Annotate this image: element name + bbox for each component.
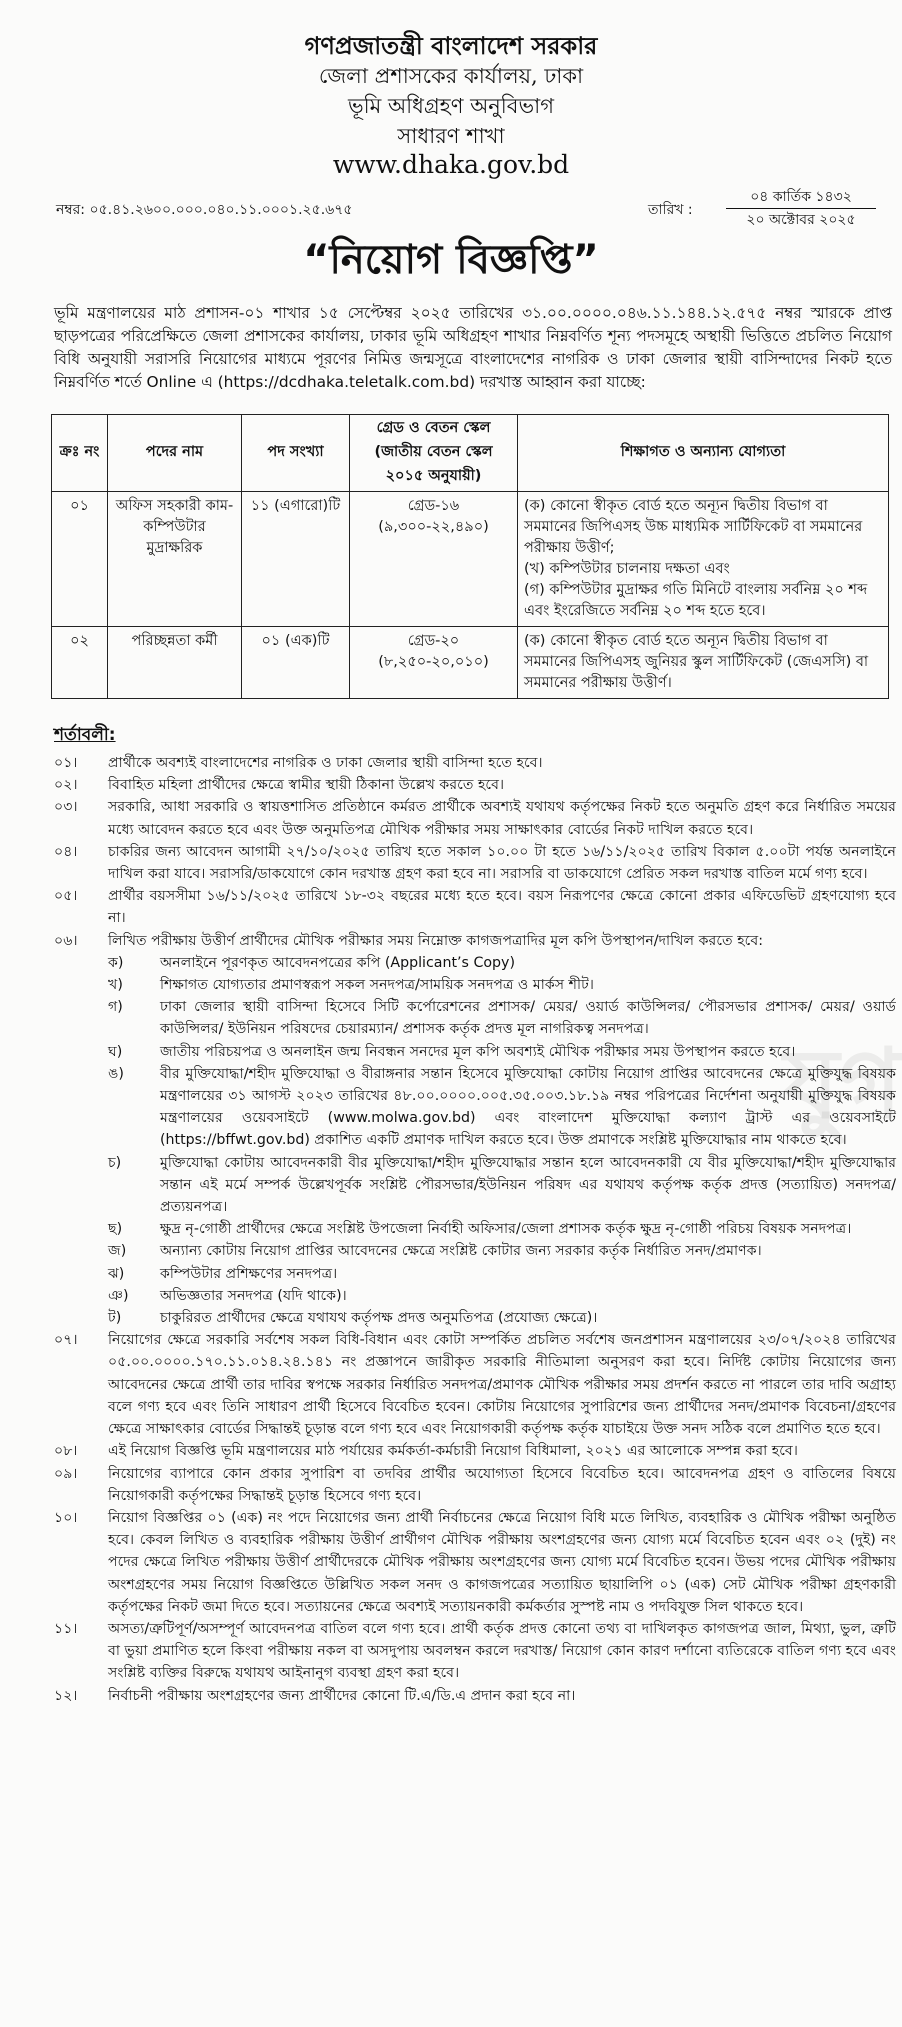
subcondition-item xyxy=(108,1263,896,1285)
row-post-name: পরিচ্ছন্নতা কর্মী xyxy=(108,627,242,699)
subcondition-item xyxy=(108,952,896,974)
condition-text: নিয়োগের ব্যাপারে কোন প্রকার সুপারিশ বা তদবির প্রার্থীর অযোগ্যতা হিসেবে বিবেচিত হবে। আবেদনপত্র গ্রহণ ও বাতিলের বিষয়ে নিয়োগকারী কর্তৃপক্ষের সিদ্ধান্তই চূড়ান্ত হিসেবে গণ্য হবে। xyxy=(108,1465,896,1504)
table-row xyxy=(52,492,889,627)
condition-item xyxy=(54,1507,896,1618)
subcondition-item xyxy=(108,974,896,996)
qual-item: (গ) কম্পিউটার মুদ্রাক্ষর গতি মিনিটে বাংলায় সর্বনিম্ন ২০ শব্দ এবং ইংরেজিতে সর্বনিম্ন ২০ শব্দ হতে হবে। xyxy=(524,582,868,619)
division-name: ভূমি অধিগ্রহণ অনুবিভাগ xyxy=(347,94,554,118)
row-post-name: অফিস সহকারী কাম-কম্পিউটার মুদ্রাক্ষরিক xyxy=(108,492,242,627)
condition-number: ০৪। xyxy=(54,843,78,860)
condition-item xyxy=(54,1685,896,1707)
condition-number: ০৫। xyxy=(54,888,78,905)
row-qualification xyxy=(518,627,889,699)
qual-item: (খ) কম্পিউটার চালনায় দক্ষতা এবং xyxy=(524,561,730,577)
row-grade: গ্রেড-২০ xyxy=(407,633,460,649)
condition-item xyxy=(54,1618,896,1685)
condition-number: ০১। xyxy=(54,755,78,771)
subcondition-text: বীর মুক্তিযোদ্ধা/শহীদ মুক্তিযোদ্ধা ও বীরাঙ্গনার সন্তান হিসেবে মুক্তিযোদ্ধা কোটায় নিয়োগ প্রাপ্তির আবেদনের ক্ষেত্রে মুক্তিযুদ্ধ বিষয়ক মন্ত্রণালয়ের ৩১ আগস্ট ২০২৩ তারিখের ৪৮.০০.০০০০.০০৫.৩৫.০০৩.১৮.১৯ নম্বর পরিপত্রের নির্দেশনা অনুযায়ী মুক্তিযুদ্ধ বিষয়ক মন্ত্রণালয়ের ওয়েবসাইটে (www.molwa.gov.bd) এবং বাংলাদেশ মুক্তিযোদ্ধা কল্যাণ ট্রাস্ট এর ওয়েবসাইটে (https://bffwt.gov.bd) প্রকাশিত একটি প্রমাণক দাখিল করতে হবে। উক্ত প্রমাণকে সংশ্লিষ্ট মুক্তিযোদ্ধার নাম থাকতে হবে। xyxy=(160,1065,896,1149)
row-grade-scale xyxy=(350,492,518,627)
subcondition-text: চাকুরিরত প্রার্থীদের ক্ষেত্রে যথাযথ কর্তৃপক্ষ প্রদত্ত অনুমতিপত্র (প্রযোজ্য ক্ষেত্রে)। xyxy=(160,1310,598,1327)
subcondition-item xyxy=(108,1063,896,1152)
row-scale: (৮,২৫০-২০,০১০) xyxy=(378,654,489,670)
subcondition-letter: গ) xyxy=(108,999,123,1016)
condition-number: ০২। xyxy=(54,777,78,794)
condition-number: ১২। xyxy=(54,1687,78,1704)
date-english: ২০ অক্টোবর ২০২৫ xyxy=(746,212,856,228)
row-grade-scale xyxy=(350,627,518,699)
subcondition-text: ঢাকা জেলার স্থায়ী বাসিন্দা হিসেবে সিটি কর্পোরেশনের প্রশাসক/ মেয়র/ ওয়ার্ড কাউন্সিলর/ পৌরসভার প্রশাসক/ মেয়র/ ওয়ার্ড কাউন্সিলর/ ইউনিয়ন পরিষদের চেয়ারম্যান/ প্রশাসক কর্তৃক প্রদত্ত মূল নাগরিকত্ব সনদপত্র। xyxy=(160,999,896,1038)
qual-item: (ক) কোনো স্বীকৃত বোর্ড হতে অন্যূন দ্বিতীয় বিভাগ বা সমমানের জিপিএসহ উচ্চ মাধ্যমিক সার্টিফিকেট বা সমমানের পরীক্ষায় উত্তীর্ণ; xyxy=(524,498,863,556)
condition-text: অসত্য/ত্রুটিপূর্ণ/অসম্পূর্ণ আবেদনপত্র বাতিল বলে গণ্য হবে। প্রার্থী কর্তৃক প্রদত্ত কোনো তথ্য বা দাখিলকৃত কাগজপত্র জাল, মিথ্যা, ভুল, ত্রুটি বা ভুয়া প্রমাণিত হলে কিংবা পরীক্ষায় নকল বা অসদুপায় অবলম্বন করলে দরখাস্ত/ নিয়োগ কোন কারণ দর্শানো ব্যতিরেকে বাতিল গণ্য হবে এবং সংশ্লিষ্ট ব্যক্তির বিরুদ্ধে যথাযথ আইনানুগ ব্যবস্থা গ্রহণ করা হবে। xyxy=(108,1620,896,1682)
office-name: জেলা প্রশাসকের কার্যালয়, ঢাকা xyxy=(318,64,584,88)
condition-item xyxy=(54,752,896,774)
condition-number: ০৮। xyxy=(54,1443,78,1460)
col-post-count: পদ সংখ্যা xyxy=(242,415,350,492)
subcondition-letter: ঞ) xyxy=(108,1287,129,1304)
row-grade: গ্রেড-১৬ xyxy=(407,498,460,514)
row-post-count: ০১ (এক)টি xyxy=(242,627,350,699)
intro-paragraph: ভূমি মন্ত্রণালয়ের মাঠ প্রশাসন-০১ শাখার ১৫ সেপ্টেম্বর ২০২৫ তারিখের ৩১.০০.০০০০.০৪৬.১১.১৪৪.১২.৫৭৫ নম্বর স্মারকে প্রাপ্ত ছাড়পত্রের পরিপ্রেক্ষিতে জেলা প্রশাসকের কার্যালয়, ঢাকার ভূমি অধিগ্রহণ শাখার নিম্নবর্ণিত শূন্য পদসমূহে অস্থায়ী ভিত্তিতে প্রচলিত নিয়োগ বিধি অনুযায়ী সরাসরি নিয়োগের মাধ্যমে পূরণের নিমিত্ত জন্মসূত্রে বাংলাদেশের নাগরিক ও ঢাকা জেলার স্থায়ী বাসিন্দাদের নিকট হতে নিম্নবর্ণিত শর্তে Online এ (https://dcdhaka.teletalk.com.bd) দরখাস্ত আহ্বান করা যাচ্ছে: xyxy=(54,304,892,391)
condition-item xyxy=(54,774,896,796)
condition-text: নির্বাচনী পরীক্ষায় অংশগ্রহণের জন্য প্রার্থীদের কোনো টি.এ/ডি.এ প্রদান করা হবে না। xyxy=(108,1687,576,1704)
condition-text: এই নিয়োগ বিজ্ঞপ্তি ভূমি মন্ত্রণালয়ের মাঠ পর্যায়ের কর্মকর্তা-কর্মচারী নিয়োগ বিধিমালা, ২০২১ এর আলোকে সম্পন্ন করা হবে। xyxy=(108,1443,798,1460)
condition-text: নিয়োগ বিজ্ঞপ্তির ০১ (এক) নং পদে নিয়োগের জন্য প্রার্থী নির্বাচনের ক্ষেত্রে নিয়োগ বিধি মতে লিখিত, ব্যবহারিক ও মৌখিক পরীক্ষা অনুষ্ঠিত হবে। কেবল লিখিত ও ব্যবহারিক পরীক্ষায় উত্তীর্ণ প্রার্থীগণ মৌখিক পরীক্ষায় অংশগ্রহণের জন্য যোগ্য মর্মে বিবেচিত হবেন এবং ০২ (দুই) নং পদের ক্ষেত্রে লিখিত পরীক্ষায় উত্তীর্ণ প্রার্থীদেরকে মৌখিক পরীক্ষায় অংশগ্রহণের জন্য যোগ্য মর্মে বিবেচিত হবেন। উভয় পদের মৌখিক পরীক্ষায় অংশগ্রহণের সময় নিয়োগ বিজ্ঞপ্তিতে উল্লিখিত সকল সনদ ও কাগজপত্রের সত্যায়িত ছায়ালিপি ০১ (এক) সেট মৌখিক পরীক্ষা গ্রহণকারী কর্তৃপক্ষের নিকট জমা দিতে হবে। সত্যায়নের ক্ষেত্রে অবশ্যই সত্যায়নকারী কর্মকর্তার সুস্পষ্ট নাম ও পদবিযুক্ত সিল থাকতে হবে। xyxy=(108,1509,897,1615)
condition-item xyxy=(54,885,896,929)
notice-title: “নিয়োগ বিজ্ঞপ্তি” xyxy=(303,237,599,283)
table-row xyxy=(52,627,889,699)
date-block xyxy=(726,186,876,231)
col-qualification: শিক্ষাগত ও অন্যান্য যোগ্যতা xyxy=(518,415,889,492)
condition-item xyxy=(54,930,896,952)
subcondition-text: কম্পিউটার প্রশিক্ষণের সনদপত্র। xyxy=(160,1265,338,1282)
subcondition-letter: চ) xyxy=(108,1154,122,1171)
subcondition-letter: ছ) xyxy=(108,1221,123,1238)
condition-number: ১১। xyxy=(54,1620,78,1637)
subcondition-letter: ঙ) xyxy=(108,1065,124,1082)
condition-item xyxy=(54,796,896,840)
condition-number: ০৯। xyxy=(54,1465,78,1482)
memo-number: নম্বর: ০৫.৪১.২৬০০.০০০.০৪০.১১.০০০১.২৫.৬৭৫ xyxy=(56,202,353,218)
row-qualification xyxy=(518,492,889,627)
conditions-list xyxy=(54,752,896,1707)
website-link[interactable]: www.dhaka.gov.bd xyxy=(332,150,570,179)
condition-text: প্রার্থীকে অবশ্যই বাংলাদেশের নাগরিক ও ঢাকা জেলার স্থায়ী বাসিন্দা হতে হবে। xyxy=(108,755,543,771)
row-scale: (৯,৩০০-২২,৪৯০) xyxy=(378,519,489,535)
subcondition-item xyxy=(108,1152,896,1219)
row-serial: ০২ xyxy=(52,627,108,699)
condition-item xyxy=(54,1329,896,1440)
condition-text: লিখিত পরীক্ষায় উত্তীর্ণ প্রার্থীদের মৌখিক পরীক্ষার সময় নিম্নোক্ত কাগজপত্রাদির মূল কপি উপস্থাপন/দাখিল করতে হবে: xyxy=(108,932,764,949)
subcondition-item xyxy=(108,996,896,1040)
subcondition-text: জাতীয় পরিচয়পত্র ও অনলাইন জন্ম নিবন্ধন সনদের মূল কপি অবশ্যই মৌখিক পরীক্ষার সময় উপস্থাপন করতে হবে। xyxy=(160,1043,796,1060)
subcondition-text: শিক্ষাগত যোগ্যতার প্রমাণস্বরূপ সকল সনদপত্র/সাময়িক সনদপত্র ও মার্কস শীট। xyxy=(160,977,594,994)
subcondition-text: ক্ষুদ্র নৃ-গোষ্ঠী প্রার্থীদের ক্ষেত্রে সংশ্লিষ্ট উপজেলা নির্বাহী অফিসার/জেলা প্রশাসক কর্তৃক ক্ষুদ্র নৃ-গোষ্ঠী পরিচয় বিষয়ক সনদপত্র। xyxy=(160,1221,852,1238)
subcondition-letter: ট) xyxy=(108,1310,122,1327)
subcondition-text: অভিজ্ঞতার সনদপত্র (যদি থাকে)। xyxy=(160,1287,347,1304)
condition-item xyxy=(54,1463,896,1507)
date-label: তারিখ : xyxy=(648,202,693,218)
condition-text: প্রার্থীর বয়সসীমা ১৬/১১/২০২৫ তারিখে ১৮-৩২ বছরের মধ্যে হতে হবে। বয়স নিরূপণের ক্ষেত্রে কোনো প্রকার এফিডেভিট গ্রহণযোগ্য হবে না। xyxy=(108,888,896,927)
row-serial: ০১ xyxy=(52,492,108,627)
section-name: সাধারণ শাখা xyxy=(397,124,505,148)
subcondition-item xyxy=(108,1307,896,1329)
subcondition-letter: ঝ) xyxy=(108,1265,125,1282)
subcondition-text: অন্যান্য কোটায় নিয়োগ প্রাপ্তির আবেদনের ক্ষেত্রে সংশ্লিষ্ট কোটার জন্য সরকার কর্তৃক নির্ধারিত সনদ/প্রমাণক। xyxy=(160,1243,762,1260)
date-bangla: ০৪ কার্তিক ১৪৩২ xyxy=(726,186,876,209)
subcondition-text: মুক্তিযোদ্ধা কোটায় আবেদনকারী বীর মুক্তিযোদ্ধা/শহীদ মুক্তিযোদ্ধার সন্তান হলে আবেদনকারী যে বীর মুক্তিযোদ্ধা/শহীদ মুক্তিযোদ্ধার সন্তান এই মর্মে সম্পর্ক উল্লেখপূর্বক সংশ্লিষ্ট পৌরসভার/ইউনিয়ন পরিষদ এর যথাযথ কর্তৃপক্ষ কর্তৃক প্রদত্ত (সত্যায়িত) সনদপত্র/প্রত্যয়নপত্র। xyxy=(160,1154,896,1216)
condition-item xyxy=(54,1440,896,1462)
subcondition-letter: খ) xyxy=(108,977,123,994)
subcondition-letter: ঘ) xyxy=(108,1043,123,1060)
condition-text: বিবাহিত মহিলা প্রার্থীদের ক্ষেত্রে স্বামীর স্থায়ী ঠিকানা উল্লেখ করতে হবে। xyxy=(108,777,505,794)
govt-title: গণপ্রজাতন্ত্রী বাংলাদেশ সরকার xyxy=(304,31,598,60)
subcondition-text: অনলাইনে পূরণকৃত আবেদনপত্রের কপি (Applicant’s Copy) xyxy=(160,954,515,971)
condition-text: সরকারি, আধা সরকারি ও স্বায়ত্তশাসিত প্রতিষ্ঠানে কর্মরত প্রার্থীকে অবশ্যই যথাযথ কর্তৃপক্ষের নিকট হতে অনুমতি গ্রহণ করে নির্ধারিত সময়ের মধ্যে আবেদন করতে হবে এবং উক্ত অনুমতিপত্র মৌখিক পরীক্ষার সময় সাক্ষাৎকার বোর্ডের নিকট দাখিল করতে হবে। xyxy=(108,799,896,838)
col-grade-scale: গ্রেড ও বেতন স্কেল (জাতীয় বেতন স্কেল ২০১৫ অনুযায়ী) xyxy=(350,415,518,492)
subcondition-item xyxy=(108,1240,896,1262)
condition-number: ০৩। xyxy=(54,799,78,816)
row-post-count: ১১ (এগারো)টি xyxy=(242,492,350,627)
subcondition-letter: ক) xyxy=(108,954,124,971)
watermark: যুগ xyxy=(783,1028,902,1140)
table-header-row xyxy=(52,415,889,492)
condition-item xyxy=(54,841,896,885)
conditions-heading: শর্তাবলী: xyxy=(54,725,116,745)
qual-item: (ক) কোনো স্বীকৃত বোর্ড হতে অন্যূন দ্বিতীয় বিভাগ বা সমমানের জিপিএসহ জুনিয়র স্কুল সার্টিফিকেট (জেএসসি) বা সমমানের পরীক্ষায় উত্তীর্ণ। xyxy=(524,633,869,691)
subcondition-item xyxy=(108,1285,896,1307)
subcondition-item xyxy=(108,1218,896,1240)
subcondition-letter: জ) xyxy=(108,1243,127,1260)
condition-number: ০৭। xyxy=(54,1332,78,1349)
condition-number: ০৬। xyxy=(54,932,78,949)
posts-table xyxy=(51,414,889,699)
subcondition-item xyxy=(108,1041,896,1063)
col-serial: ক্রঃ নং xyxy=(52,415,108,492)
condition-text: নিয়োগের ক্ষেত্রে সরকারি সর্বশেষ সকল বিধি-বিধান এবং কোটা সম্পর্কিত প্রচলিত সর্বশেষ জনপ্রশাসন মন্ত্রণালয়ের ২৩/০৭/২০২৪ তারিখের ০৫.০০.০০০০.১৭০.১১.০১৪.২৪.১৪১ নং প্রজ্ঞাপনে জারীকৃত সরকারি নীতিমালা অনুসরণ করা হবে। নির্দিষ্ট কোটায় নিয়োগের জন্য আবেদনের ক্ষেত্রে প্রার্থী তার দাবির স্বপক্ষে সরকার নির্ধারিত সনদপত্র/প্রমাণক মৌখিক পরীক্ষার সময় প্রদর্শন করতে না পারলে তার দাবি অগ্রাহ্য বলে গণ্য হবে এবং তিনি সাধারণ প্রার্থী হিসেবে বিবেচিত হবেন। কোটায় নিয়োগের সুপারিশের জন্য প্রার্থীদের সনদ/প্রমাণক বিবেচনা/গ্রহণের ক্ষেত্রে সাক্ষাৎকার বোর্ডের সিদ্ধান্তই চূড়ান্ত বলে গণ্য হবে এবং নিয়োগকারী কর্তৃপক্ষ কর্তৃক যাচাইয়ে উক্ত সনদ সঠিক বলে প্রমাণিত হতে হবে। xyxy=(108,1332,896,1438)
col-post-name: পদের নাম xyxy=(108,415,242,492)
condition-number: ১০। xyxy=(54,1509,78,1526)
condition-text: চাকরির জন্য আবেদন আগামী ২৭/১০/২০২৫ তারিখ হতে সকাল ১০.০০ টা হতে ১৬/১১/২০২৫ তারিখ বিকাল ৫.০০টা পর্যন্ত অনলাইনে দাখিল করা যাবে। সরাসরি/ডাকযোগে কোন দরখাস্ত গ্রহণ করা হবে না। সরাসরি বা ডাকযোগে প্রেরিত সকল দরখাস্ত বাতিল মর্মে গণ্য হবে। xyxy=(108,843,896,883)
